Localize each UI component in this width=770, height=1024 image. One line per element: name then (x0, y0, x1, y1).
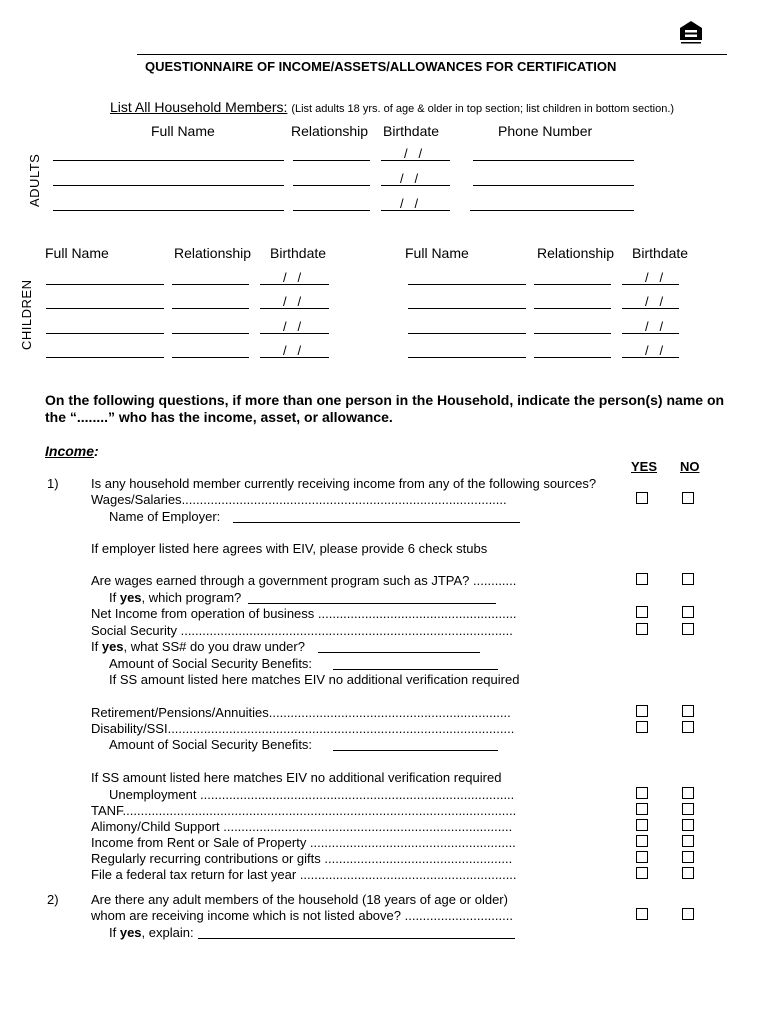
contributions-no-checkbox[interactable] (682, 851, 694, 863)
date-mask: / / (283, 343, 302, 358)
instructions-line-1: On the following questions, if more than one person in the Household, indicate the person(s) name on (45, 392, 725, 408)
yes-column-header: YES (631, 459, 658, 474)
unemployment-no-checkbox[interactable] (682, 787, 694, 799)
adult-phone-field[interactable] (470, 210, 634, 211)
alimony-yes-checkbox[interactable] (636, 819, 648, 831)
top-rule (137, 54, 727, 55)
govt-program-yes-checkbox[interactable] (636, 573, 648, 585)
date-mask: / / (404, 146, 423, 161)
date-mask: / / (283, 319, 302, 334)
question-2-yes-checkbox[interactable] (636, 908, 648, 920)
question-2-line-1: Are there any adult members of the household (18 years of age or older) (91, 892, 508, 907)
social-security-yes-checkbox[interactable] (636, 623, 648, 635)
tanf-yes-checkbox[interactable] (636, 803, 648, 815)
question-1-number: 1) (47, 476, 59, 491)
ss-amount-label: Amount of Social Security Benefits: (109, 656, 313, 671)
unemployment-yes-checkbox[interactable] (636, 787, 648, 799)
child-relationship-field[interactable] (534, 308, 611, 309)
members-note: (List adults 18 yrs. of age & older in top section; list children in bottom section.) (291, 103, 675, 115)
tanf-label: TANF (91, 803, 123, 818)
ss-eiv-note-2: If SS amount listed here matches EIV no additional verification required (91, 770, 502, 785)
adult-relationship-field[interactable] (293, 160, 370, 161)
child-name-field[interactable] (46, 333, 164, 334)
adult-header-name: Full Name (151, 123, 215, 139)
tax-return-yes-checkbox[interactable] (636, 867, 648, 879)
wages-yes-checkbox[interactable] (636, 492, 648, 504)
retirement-label: Retirement/Pensions/Annuities (91, 705, 269, 720)
date-mask: / / (400, 196, 419, 211)
child-name-field[interactable] (46, 308, 164, 309)
date-mask: / / (645, 343, 664, 358)
tanf-no-checkbox[interactable] (682, 803, 694, 815)
adult-header-phone: Phone Number (498, 123, 593, 139)
child-relationship-field[interactable] (172, 308, 249, 309)
income-heading: Income (45, 443, 95, 459)
child-header-name: Full Name (45, 245, 109, 261)
date-mask: / / (283, 270, 302, 285)
ss-eiv-note: If SS amount listed here matches EIV no additional verification required (109, 672, 520, 687)
child-name-field[interactable] (408, 333, 526, 334)
tax-return-no-checkbox[interactable] (682, 867, 694, 879)
child-relationship-field[interactable] (534, 357, 611, 358)
child-relationship-field[interactable] (172, 284, 249, 285)
alimony-label: Alimony/Child Support (91, 819, 220, 834)
instructions-line-2: the “........” who has the income, asset, or allowance. (45, 409, 393, 425)
net-income-yes-checkbox[interactable] (636, 606, 648, 618)
which-program-label: If yes, which program? (109, 590, 242, 605)
ss-amount-field[interactable] (333, 669, 498, 670)
question-2-row: whom are receiving income which is not listed above? .............................. (91, 908, 513, 923)
tax-return-row: File a federal tax return for last year ............................................................ (91, 867, 517, 882)
date-mask: / / (283, 294, 302, 309)
disability-yes-checkbox[interactable] (636, 721, 648, 733)
members-heading-row (110, 99, 674, 115)
social-security-label: Social Security (91, 623, 177, 638)
date-mask: / / (645, 319, 664, 334)
disability-row: Disability/SSI................................................................................................ (91, 721, 515, 736)
alimony-row: Alimony/Child Support ................................................................................ (91, 819, 513, 834)
ssn-label: If yes, what SS# do you draw under? (91, 639, 305, 654)
adult-relationship-field[interactable] (293, 210, 370, 211)
child-header-relationship-2: Relationship (537, 245, 615, 261)
alimony-no-checkbox[interactable] (682, 819, 694, 831)
adult-name-field[interactable] (53, 160, 284, 161)
social-security-no-checkbox[interactable] (682, 623, 694, 635)
child-relationship-field[interactable] (534, 333, 611, 334)
child-header-birthdate: Birthdate (270, 245, 327, 261)
which-program-field[interactable] (248, 603, 496, 604)
ssn-field[interactable] (318, 652, 480, 653)
question-2-no-checkbox[interactable] (682, 908, 694, 920)
adults-label: ADULTS (27, 153, 42, 207)
child-relationship-field[interactable] (172, 333, 249, 334)
unemployment-label: Unemployment (109, 787, 197, 802)
child-header-relationship: Relationship (174, 245, 252, 261)
child-name-field[interactable] (408, 284, 526, 285)
wages-label: Wages/Salaries (91, 492, 182, 507)
date-mask: / / (645, 294, 664, 309)
rent-no-checkbox[interactable] (682, 835, 694, 847)
date-mask: / / (645, 270, 664, 285)
social-security-row: Social Security ............................................................................................ (91, 623, 513, 638)
child-name-field[interactable] (46, 357, 164, 358)
child-header-name-2: Full Name (405, 245, 469, 261)
retirement-yes-checkbox[interactable] (636, 705, 648, 717)
tanf-row: TANF............................................................................................................. (91, 803, 517, 818)
page-title: QUESTIONNAIRE OF INCOME/ASSETS/ALLOWANCES FOR CERTIFICATION (145, 59, 617, 74)
ss-amount-label-2: Amount of Social Security Benefits: (109, 737, 313, 752)
employer-field[interactable] (233, 522, 520, 523)
child-relationship-field[interactable] (534, 284, 611, 285)
unemployment-row: Unemployment ....................................................................................... (109, 787, 515, 802)
child-name-field[interactable] (408, 308, 526, 309)
rent-yes-checkbox[interactable] (636, 835, 648, 847)
adult-name-field[interactable] (53, 210, 284, 211)
adult-relationship-field[interactable] (293, 185, 370, 186)
govt-program-label: Are wages earned through a government program such as JTPA? (91, 573, 470, 588)
rent-row: Income from Rent or Sale of Property ......................................................... (91, 835, 516, 850)
date-mask: / / (400, 171, 419, 186)
retirement-row: Retirement/Pensions/Annuities................................................................... (91, 705, 511, 720)
govt-program-row: Are wages earned through a government program such as JTPA? ............ (91, 573, 517, 588)
child-relationship-field[interactable] (172, 357, 249, 358)
tax-return-label: File a federal tax return for last year (91, 867, 297, 882)
question-2-number: 2) (47, 892, 59, 907)
ss-amount-field-2[interactable] (333, 750, 498, 751)
net-income-label: Net Income from operation of business (91, 606, 315, 621)
wages-row: Wages/Salaries.......................................................................................... (91, 492, 507, 507)
adult-name-field[interactable] (53, 185, 284, 186)
members-heading: List All Household Members: (110, 99, 288, 115)
net-income-row: Net Income from operation of business ....................................................... (91, 606, 517, 621)
child-name-field[interactable] (408, 357, 526, 358)
adult-phone-field[interactable] (473, 160, 634, 161)
adult-header-birthdate: Birthdate (383, 123, 440, 139)
income-heading-row: Income: (45, 443, 99, 459)
no-column-header: NO (680, 459, 700, 474)
equal-housing-logo-icon (678, 20, 704, 46)
contributions-yes-checkbox[interactable] (636, 851, 648, 863)
question-2-line-2: whom are receiving income which is not listed above? (91, 908, 401, 923)
child-header-birthdate-2: Birthdate (632, 245, 689, 261)
children-label: CHILDREN (19, 279, 34, 350)
explain-field[interactable] (198, 938, 515, 939)
employer-label: Name of Employer: (109, 509, 221, 524)
retirement-no-checkbox[interactable] (682, 705, 694, 717)
disability-label: Disability/SSI (91, 721, 168, 736)
govt-program-no-checkbox[interactable] (682, 573, 694, 585)
net-income-no-checkbox[interactable] (682, 606, 694, 618)
child-name-field[interactable] (46, 284, 164, 285)
contributions-label: Regularly recurring contributions or gifts (91, 851, 321, 866)
question-1-text: Is any household member currently receiving income from any of the following sources? (91, 476, 597, 491)
explain-label: If yes, explain: (109, 925, 194, 940)
contributions-row: Regularly recurring contributions or gifts .................................................... (91, 851, 513, 866)
rent-label: Income from Rent or Sale of Property (91, 835, 307, 850)
wages-no-checkbox[interactable] (682, 492, 694, 504)
adult-header-relationship: Relationship (291, 123, 369, 139)
adult-phone-field[interactable] (473, 185, 634, 186)
disability-no-checkbox[interactable] (682, 721, 694, 733)
eiv-stubs-note: If employer listed here agrees with EIV, please provide 6 check stubs (91, 541, 488, 556)
